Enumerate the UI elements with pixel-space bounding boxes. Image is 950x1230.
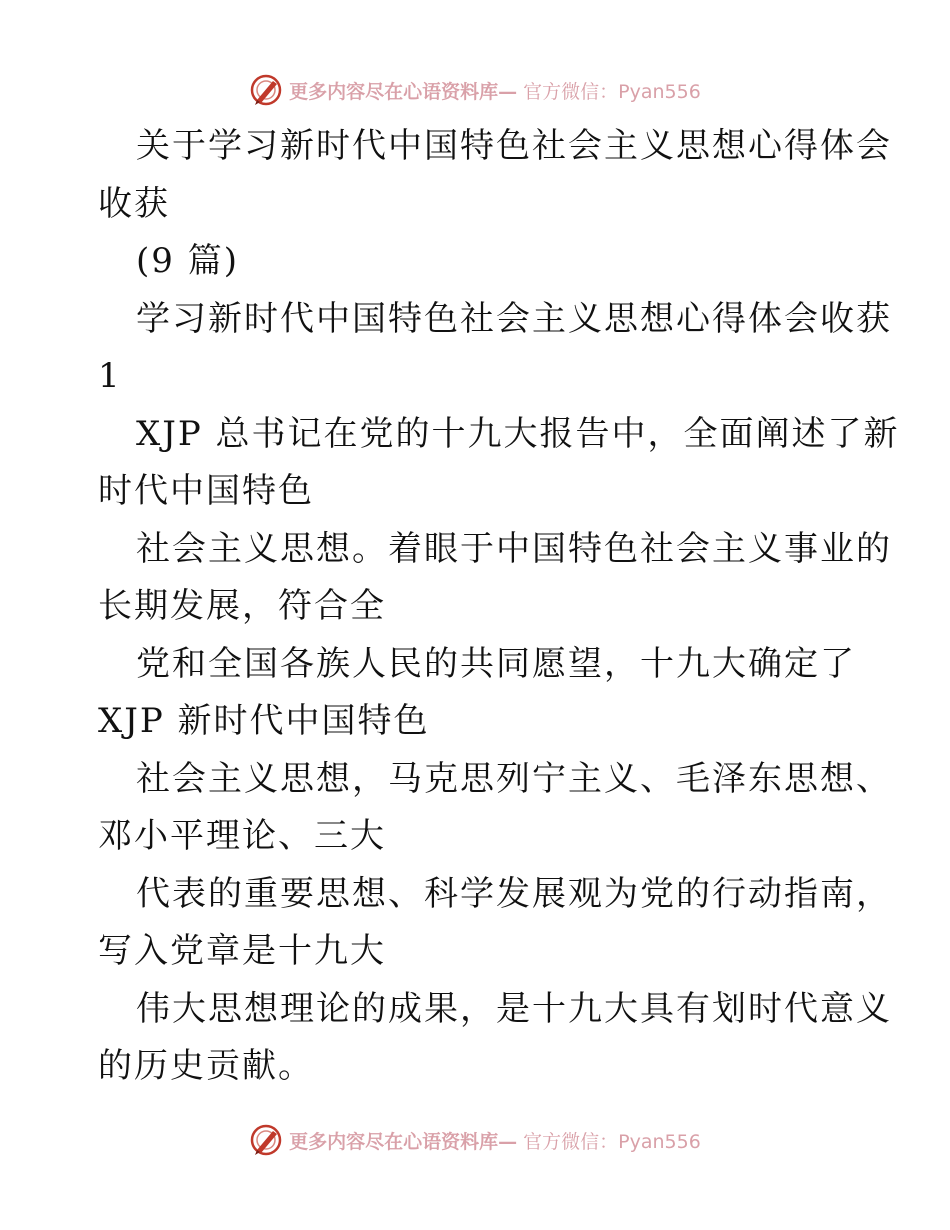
paragraph-line: 写入党章是十九大: [98, 931, 386, 971]
header-watermark: [0, 70, 950, 110]
watermark-text: 更多内容尽在心语资料库—: [289, 80, 518, 103]
watermark-text: 更多内容尽在心语资料库—: [289, 1130, 518, 1153]
paragraph-line: 的历史贡献。: [98, 1046, 314, 1086]
pen-logo-icon: [249, 73, 283, 107]
pen-logo-icon: [249, 1123, 283, 1157]
paragraph-line: 时代中国特色: [98, 471, 314, 511]
paragraph-line: 伟大思想理论的成果，是十九大具有划时代意义: [136, 988, 892, 1029]
watermark-wechat: 官方微信：Pyan556: [523, 1130, 701, 1153]
title-line-2: 收获: [98, 183, 170, 224]
paragraph-line: XJP 新时代中国特色: [98, 701, 430, 741]
watermark-wechat: 官方微信：Pyan556: [523, 80, 701, 103]
title-line-1: 关于学习新时代中国特色社会主义思想心得体会: [136, 126, 892, 166]
footer-watermark: [0, 1120, 950, 1160]
paragraph-line: 长期发展，符合全: [98, 586, 386, 626]
section-heading-line-2: 1: [98, 356, 122, 396]
section-heading-line-1: 学习新时代中国特色社会主义思想心得体会收获: [136, 298, 892, 339]
title-count: (9 篇): [136, 241, 239, 281]
document-body: [98, 118, 900, 1096]
paragraph-line: XJP 总书记在党的十九大报告中，全面阐述了新: [136, 413, 900, 454]
paragraph-line: 代表的重要思想、科学发展观为党的行动指南，: [136, 873, 892, 914]
paragraph-line: 社会主义思想。着眼于中国特色社会主义事业的: [136, 528, 892, 569]
paragraph-line: 社会主义思想，马克思列宁主义、毛泽东思想、: [136, 758, 892, 799]
paragraph-line: 邓小平理论、三大: [98, 816, 386, 856]
paragraph-line: 党和全国各族人民的共同愿望，十九大确定了: [136, 643, 856, 684]
